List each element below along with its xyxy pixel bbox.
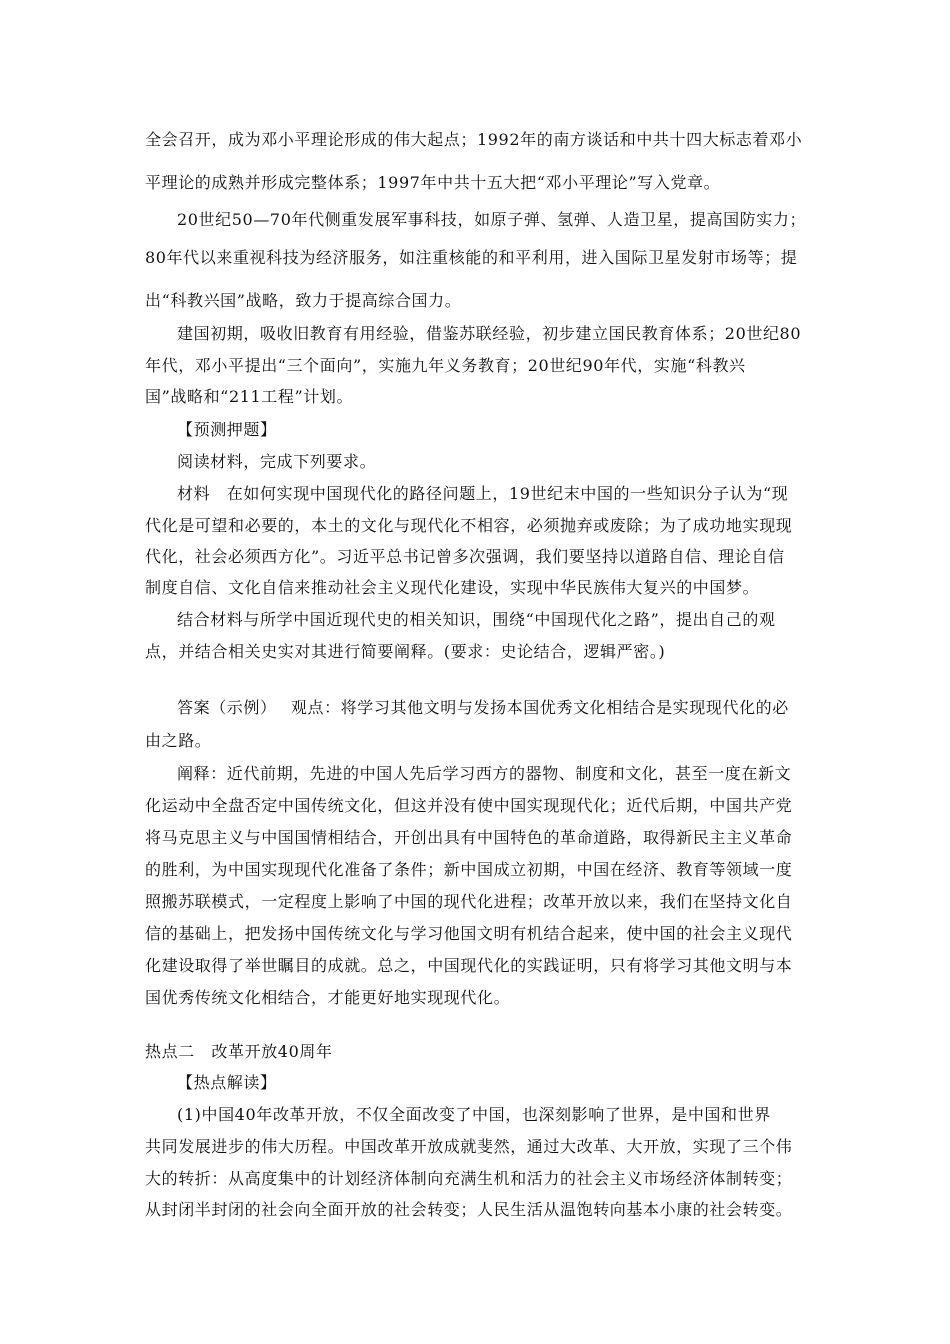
explanation-line: 化建设取得了举世瞩目的成就。总之，中国现代化的实践证明，只有将学习其他文明与本: [145, 956, 793, 975]
hotspot-line: 从封闭半封闭的社会向全面开放的社会转变；人民生活从温饱转向基本小康的社会转变。: [145, 1200, 793, 1219]
text-line: 建国初期，吸收旧教育有用经验，借鉴苏联经验，初步建立国民教育体系；20世纪80: [177, 324, 802, 343]
text-line: 80年代以来重视科技为经济服务，如注重核能的和平利用，进入国际卫星发射市场等；提: [145, 248, 798, 267]
explanation-line: 的胜利，为中国实现现代化准备了条件；新中国成立初期，中国在经济、教育等领域一度: [145, 860, 793, 879]
hotspot-title: 热点二 改革开放40周年: [145, 1042, 333, 1061]
explanation-line: 照搬苏联模式，一定程度上影响了中国的现代化进程；改革开放以来，我们在坚持文化自: [145, 892, 793, 911]
explanation-line: 化运动中全盘否定中国传统文化，但这并没有使中国实现现代化；近代后期，中国共产党: [145, 796, 793, 815]
material-line: 制度自信、文化自信来推动社会主义现代化建设，实现中华民族伟大复兴的中国梦。: [145, 578, 760, 597]
section-heading-forecast: 【预测押题】: [177, 420, 277, 439]
material-line: 代化是可望和必要的，本土的文化与现代化不相容，必须抛弃或废除；为了成功地实现现: [145, 516, 793, 535]
explanation-line: 信的基础上，把发扬中国传统文化与学习他国文明有机结合起来，使中国的社会主义现代: [145, 924, 793, 943]
question-line: 点，并结合相关史实对其进行简要阐释。(要求：史论结合，逻辑严密。): [145, 642, 666, 661]
text-line: 出“科教兴国”战略，致力于提高综合国力。: [145, 291, 462, 310]
answer-line: 由之路。: [145, 731, 212, 750]
question-line: 结合材料与所学中国近现代史的相关知识，围绕“中国现代化之路”，提出自己的观: [177, 610, 776, 629]
explanation-line: 国优秀传统文化相结合，才能更好地实现现代化。: [145, 988, 511, 1007]
hotspot-line: 共同发展进步的伟大历程。中国改革开放成就斐然，通过大改革、大开放，实现了三个伟: [145, 1137, 793, 1156]
explanation-line: 将马克思主义与中国国情相结合，开创出具有中国特色的革命道路，取得新民主主义革命: [145, 828, 793, 847]
instruction-text: 阅读材料，完成下列要求。: [177, 452, 377, 471]
text-line: 年代，邓小平提出“三个面向”，实施九年义务教育；20世纪90年代，实施“科教兴: [145, 356, 746, 375]
material-line: 材料 在如何实现中国现代化的路径问题上，19世纪末中国的一些知识分子认为“现: [177, 484, 789, 503]
text-line: 平理论的成熟并形成完整体系；1997年中共十五大把“邓小平理论”写入党章。: [145, 173, 721, 192]
answer-line: 答案（示例） 观点：将学习其他文明与发扬本国优秀文化相结合是实现现代化的必: [177, 698, 789, 717]
text-line: 20世纪50—70年代侧重发展军事科技，如原子弹、氢弹、人造卫星，提高国防实力；: [177, 210, 807, 229]
material-line: 代化，社会必须西方化”。习近平总书记曾多次强调，我们要坚持以道路自信、理论自信: [145, 547, 785, 566]
section-heading-hotspot: 【热点解读】: [177, 1073, 277, 1092]
text-line: 全会召开，成为邓小平理论形成的伟大起点；1992年的南方谈话和中共十四大标志着邓小: [145, 130, 803, 149]
hotspot-line: (1)中国40年改革开放，不仅全面改变了中国，也深刻影响了世界，是中国和世界: [177, 1105, 771, 1124]
hotspot-line: 大的转折：从高度集中的计划经济体制向充满生机和活力的社会主义市场经济体制转变；: [145, 1169, 793, 1188]
explanation-line: 阐释：近代前期，先进的中国人先后学习西方的器物、制度和文化，甚至一度在新文: [177, 764, 792, 783]
text-line: 国”战略和“211工程”计划。: [145, 387, 354, 406]
